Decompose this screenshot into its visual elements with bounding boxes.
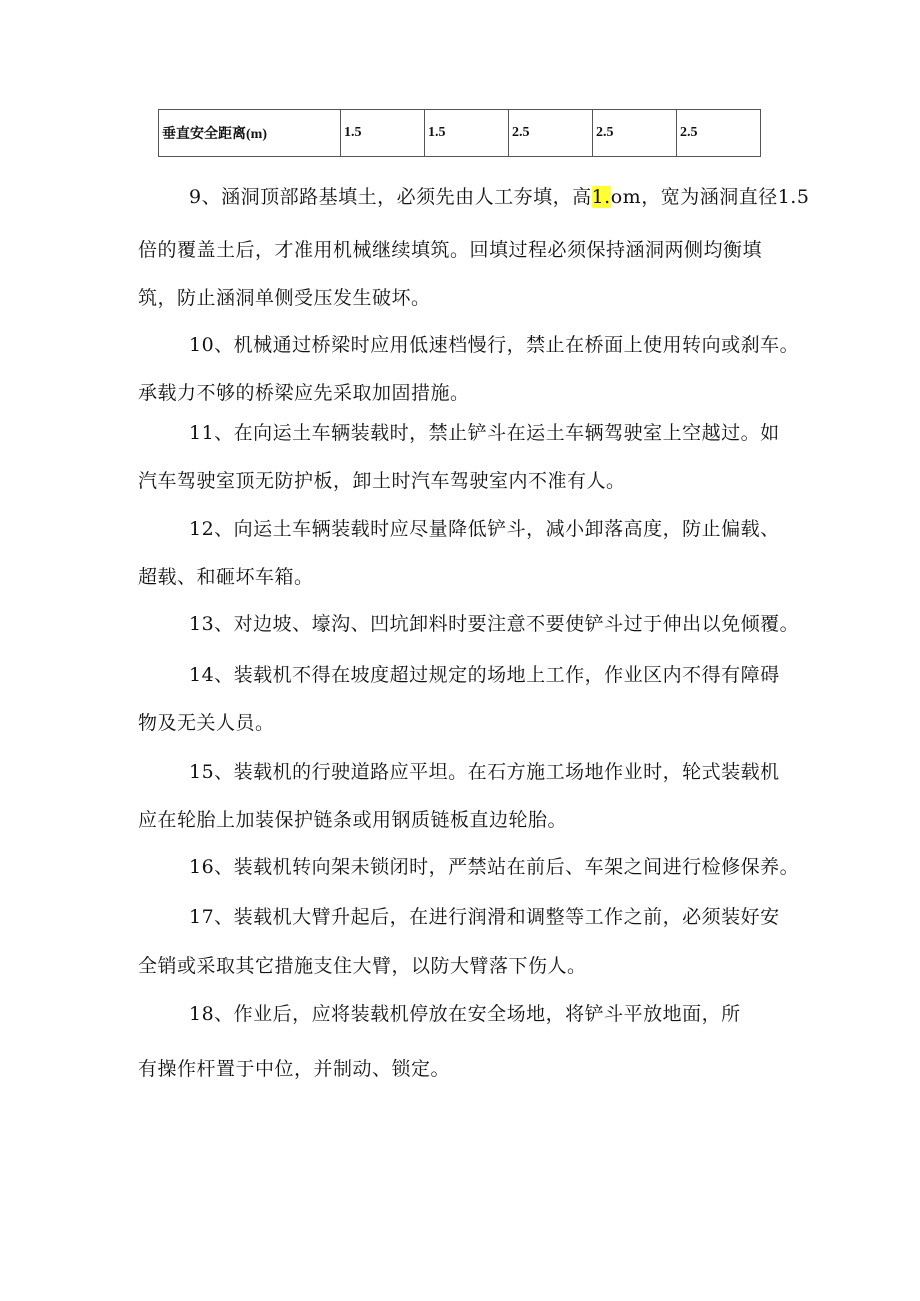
text-line: 17、装载机大臂升起后，在进行润滑和调整等工作之前，必须装好安 bbox=[189, 906, 780, 928]
text-line: 14、装载机不得在坡度超过规定的场地上工作，作业区内不得有障碍 bbox=[189, 664, 780, 686]
label-text: 垂直安全距离 bbox=[162, 127, 246, 142]
text-line: 承载力不够的桥梁应先采取加固措施。 bbox=[138, 382, 470, 404]
text-line: 16、装载机转向架未锁闭时，严禁站在前后、车架之间进行检修保养。 bbox=[189, 856, 800, 878]
text-line: 15、装载机的行驶道路应平坦。在石方施工场地作业时，轮式装载机 bbox=[189, 761, 780, 783]
text-line: 应在轮胎上加装保护链条或用钢质链板直边轮胎。 bbox=[138, 809, 568, 831]
text-line: 全销或采取其它措施支住大臂，以防大臂落下伤人。 bbox=[138, 955, 587, 977]
highlight-mark: 1. bbox=[591, 186, 611, 208]
text-line: 超载、和砸坏车箱。 bbox=[138, 566, 314, 588]
text-line: 10、机械通过桥梁时应用低速档慢行，禁止在桥面上使用转向或刹车。 bbox=[189, 334, 800, 356]
text-line: 倍的覆盖土后，才准用机械继续填筑。回填过程必须保持涵洞两侧均衡填 bbox=[138, 239, 763, 261]
table-row bbox=[159, 110, 761, 157]
text-line: 筑，防止涵洞单侧受压发生破坏。 bbox=[138, 287, 431, 309]
table-cell: 2.5 bbox=[677, 110, 761, 157]
text-line: 13、对边坡、壕沟、凹坑卸料时要注意不要使铲斗过于伸出以免倾覆。 bbox=[189, 613, 800, 635]
table-cell: 1.5 bbox=[341, 110, 425, 157]
text-line: 9、涵洞顶部路基填土，必须先由人工夯填，高1.om，宽为涵洞直径1.5 bbox=[189, 186, 810, 208]
text-line: 物及无关人员。 bbox=[138, 712, 275, 734]
text-line: 有操作杆置于中位，并制动、锁定。 bbox=[138, 1058, 451, 1080]
table-cell: 2.5 bbox=[509, 110, 593, 157]
text-line: 11、在向运土车辆装载时，禁止铲斗在运土车辆驾驶室上空越过。如 bbox=[189, 422, 780, 444]
table-row-label bbox=[159, 110, 341, 157]
text-line: 汽车驾驶室顶无防护板，卸土时汽车驾驶室内不准有人。 bbox=[138, 470, 626, 492]
table-cell: 1.5 bbox=[425, 110, 509, 157]
unit-text: (m) bbox=[246, 127, 267, 142]
text-line: 12、向运土车辆装载时应尽量降低铲斗，减小卸落高度，防止偏载、 bbox=[189, 518, 780, 540]
table-cell: 2.5 bbox=[593, 110, 677, 157]
text-line: 18、作业后，应将装载机停放在安全场地，将铲斗平放地面，所 bbox=[189, 1003, 741, 1025]
safety-distance-table bbox=[158, 109, 761, 157]
